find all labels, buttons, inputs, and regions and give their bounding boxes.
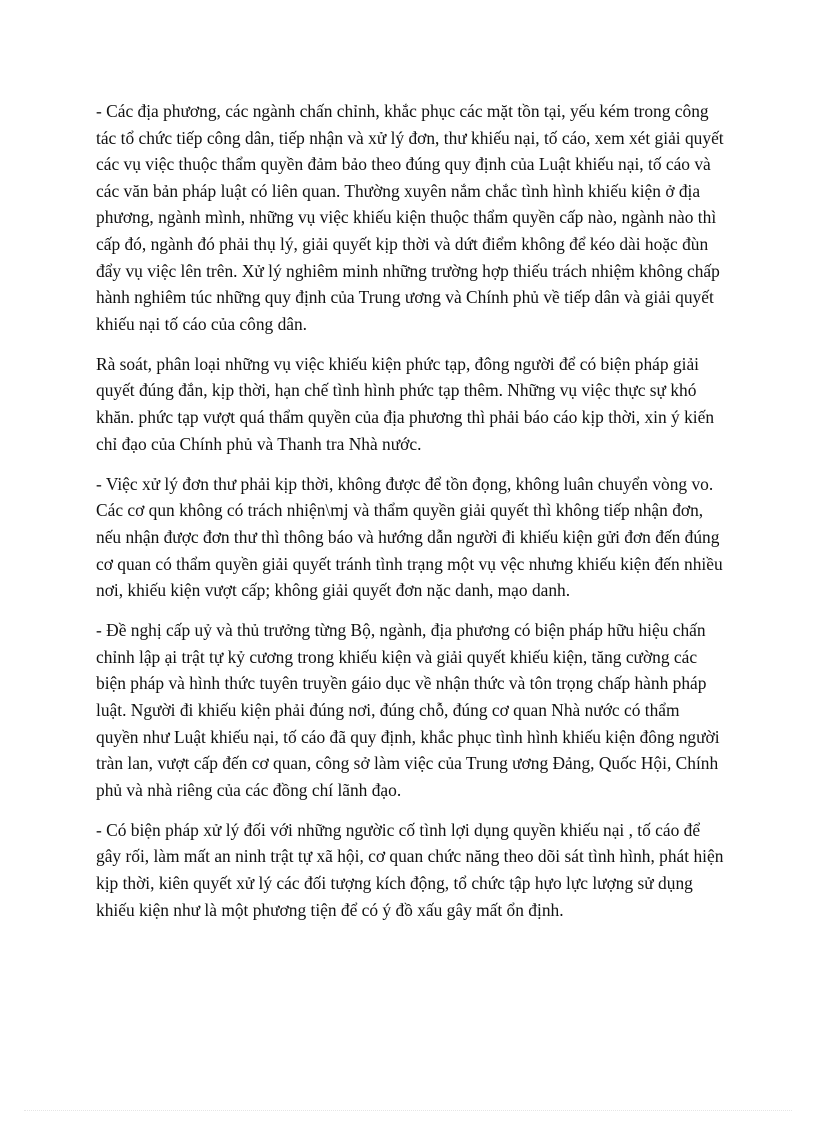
paragraph-2: Rà soát, phân loại những vụ việc khiếu kiện phức tạp, đông người để có biện pháp giải quyết đúng đắn, kịp thời, hạn chế tình hình phức tạp thêm. Những vụ việc thực sự khó khăn. phức tạp vượt quá thẩm quyền của địa phương thì phải báo cáo kịp thời, xin ý kiến chỉ đạo của Chính phủ và Thanh tra Nhà nước. (96, 353, 715, 454)
document-page (96, 98, 724, 937)
paragraph-4: - Đề nghị cấp uỷ và thủ trưởng từng Bộ, ngành, địa phương có biện pháp hữu hiệu chấn chỉnh lập ại trật tự kỷ cương trong khiếu kiện và giải quyết khiếu kiện, tăng cường các biện pháp và hình thức tuyên truyền gáio dục về nhận thức và tôn trọng chấp hành pháp luật. Người đi khiếu kiện phải đúng nơi, đúng chỗ, đúng cơ quan Nhà nước có thẩm quyền như Luật khiếu nại, tố cáo đã quy định, khắc phục tình hình khiếu kiện đông người tràn lan, vượt cấp đến cơ quan, công sở làm việc của Trung ương Đảng, Quốc Hội, Chính phủ và nhà riêng của các đồng chí lãnh đạo. (96, 620, 720, 800)
paragraph-3: - Việc xử lý đơn thư phải kịp thời, không được để tồn đọng, không luân chuyển vòng vo. Các cơ qun không có trách nhiện\mj và thẩm quyền giải quyết thì không tiếp nhận đơn, nếu nhận được đơn thư thì thông báo và hướng dẫn người đi khiếu kiện gửi đơn đến đúng cơ quan có thẩm quyền giải quyết tránh tình trạng một vụ vệc nhưng khiếu kiện đến nhiều nơi, khiếu kiện vượt cấp; không giải quyết đơn nặc danh, mạo danh. (96, 473, 723, 601)
page-bottom-divider (24, 1110, 792, 1111)
paragraph-1: - Các địa phương, các ngành chấn chỉnh, khắc phục các mặt tồn tại, yếu kém trong công tác tổ chức tiếp công dân, tiếp nhận và xử lý đơn, thư khiếu nại, tố cáo, xem xét giải quyết các vụ việc thuộc thẩm quyền đảm bảo theo đúng quy định của Luật khiếu nại, tố cáo và các văn bản pháp luật có liên quan. Thường xuyên nắm chắc tình hình khiếu kiện ở địa phương, ngành mình, những vụ việc khiếu kiện thuộc thẩm quyền cấp nào, ngành nào thì cấp đó, ngành đó phải thụ lý, giải quyết kịp thời và dứt điểm không để kéo dài hoặc đùn đẩy vụ việc lên trên. Xử lý nghiêm minh những trường hợp thiếu trách nhiệm không chấp hành nghiêm túc những quy định của Trung ương và Chính phủ về tiếp dân và giải quyết khiếu nại tố cáo của công dân. (96, 101, 724, 334)
paragraph-5: - Có biện pháp xử lý đối với những ngườic cố tình lợi dụng quyền khiếu nại , tố cáo để gây rối, làm mất an ninh trật tự xã hội, cơ quan chức năng theo dõi sát tình hình, phát hiện kịp thời, kiên quyết xử lý các đối tượng kích động, tổ chức tập hựo lực lượng sử dụng khiếu kiện như là một phương tiện để có ý đồ xấu gây mất ổn định. (96, 819, 724, 920)
